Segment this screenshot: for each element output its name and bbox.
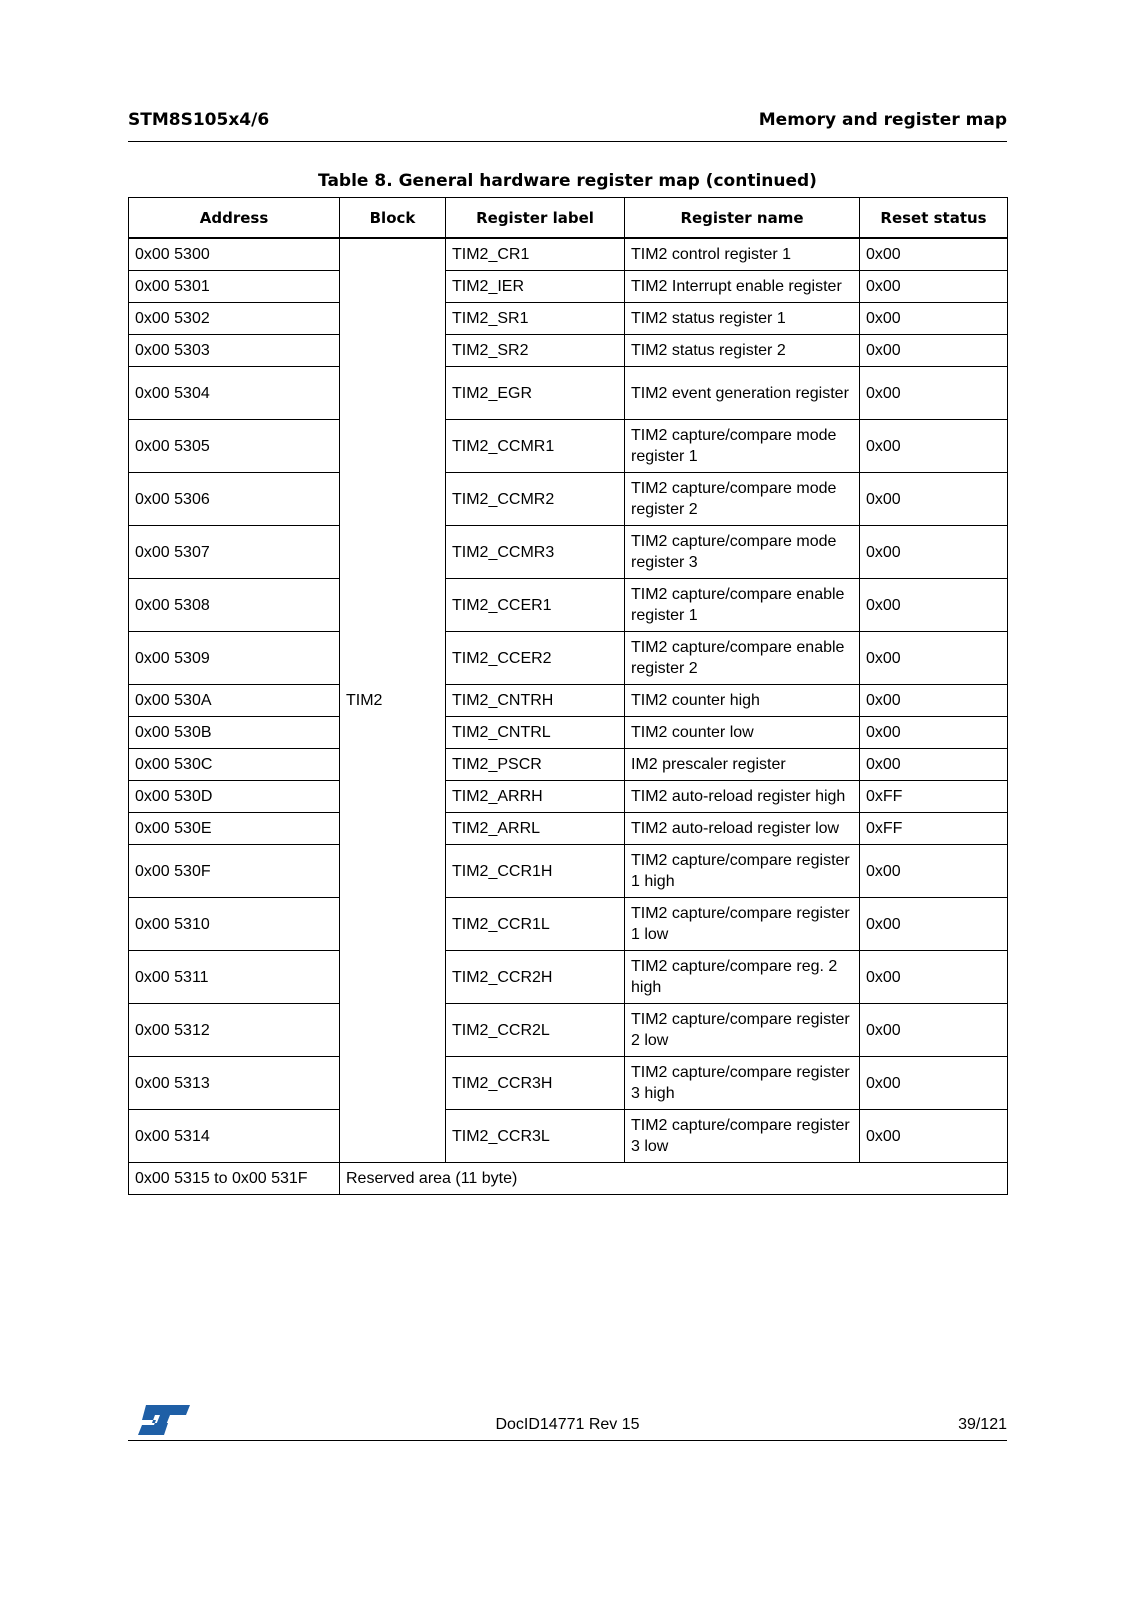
register-name-cell: TIM2 status register 1 <box>625 303 860 335</box>
address-cell: 0x00 530B <box>129 717 340 749</box>
table-header-row <box>129 198 1008 239</box>
reset-status-cell: 0x00 <box>860 271 1008 303</box>
register-label-cell: TIM2_SR1 <box>446 303 625 335</box>
address-cell: 0x00 530E <box>129 813 340 845</box>
reserved-address-cell: 0x00 5315 to 0x00 531F <box>129 1163 340 1195</box>
reserved-text-cell: Reserved area (11 byte) <box>340 1163 1008 1195</box>
column-header-reset-status: Reset status <box>860 198 1008 239</box>
reset-status-cell: 0x00 <box>860 951 1008 1004</box>
register-label-cell: TIM2_PSCR <box>446 749 625 781</box>
register-label-cell: TIM2_CCER2 <box>446 632 625 685</box>
table-row <box>129 781 1008 813</box>
table-row <box>129 1004 1008 1057</box>
register-name-cell: TIM2 capture/compare mode register 2 <box>625 473 860 526</box>
address-cell: 0x00 5300 <box>129 238 340 271</box>
block-cell: TIM2 <box>340 238 446 1163</box>
reset-status-cell: 0x00 <box>860 420 1008 473</box>
register-label-cell: TIM2_CCMR3 <box>446 526 625 579</box>
register-label-cell: TIM2_IER <box>446 271 625 303</box>
address-cell: 0x00 5311 <box>129 951 340 1004</box>
table-row <box>129 749 1008 781</box>
table-row <box>129 526 1008 579</box>
register-name-cell: IM2 prescaler register <box>625 749 860 781</box>
table-row <box>129 335 1008 367</box>
column-header-block: Block <box>340 198 446 239</box>
register-label-cell: TIM2_CCR3H <box>446 1057 625 1110</box>
reset-status-cell: 0x00 <box>860 303 1008 335</box>
register-label-cell: TIM2_CCR2H <box>446 951 625 1004</box>
register-name-cell: TIM2 capture/compare enable register 2 <box>625 632 860 685</box>
address-cell: 0x00 5308 <box>129 579 340 632</box>
table-row <box>129 717 1008 749</box>
reset-status-cell: 0xFF <box>860 781 1008 813</box>
address-cell: 0x00 5307 <box>129 526 340 579</box>
table-row <box>129 685 1008 717</box>
register-label-cell: TIM2_CR1 <box>446 238 625 271</box>
reset-status-cell: 0x00 <box>860 632 1008 685</box>
reset-status-cell: 0x00 <box>860 685 1008 717</box>
register-name-cell: TIM2 event generation register <box>625 367 860 420</box>
register-label-cell: TIM2_CCER1 <box>446 579 625 632</box>
address-cell: 0x00 530F <box>129 845 340 898</box>
register-name-cell: TIM2 capture/compare register 1 high <box>625 845 860 898</box>
reset-status-cell: 0xFF <box>860 813 1008 845</box>
table-row <box>129 367 1008 420</box>
reset-status-cell: 0x00 <box>860 1004 1008 1057</box>
register-label-cell: TIM2_CCMR2 <box>446 473 625 526</box>
column-header-register-label: Register label <box>446 198 625 239</box>
register-label-cell: TIM2_ARRH <box>446 781 625 813</box>
table-row <box>129 898 1008 951</box>
address-cell: 0x00 530A <box>129 685 340 717</box>
header-section-title: Memory and register map <box>758 110 1007 130</box>
address-cell: 0x00 5310 <box>129 898 340 951</box>
table-row <box>129 845 1008 898</box>
address-cell: 0x00 5313 <box>129 1057 340 1110</box>
register-name-cell: TIM2 status register 2 <box>625 335 860 367</box>
reset-status-cell: 0x00 <box>860 717 1008 749</box>
register-name-cell: TIM2 capture/compare register 1 low <box>625 898 860 951</box>
register-name-cell: TIM2 auto-reload register high <box>625 781 860 813</box>
table-caption: Table 8. General hardware register map (continued) <box>318 171 817 191</box>
register-map-table <box>128 197 1008 1195</box>
register-name-cell: TIM2 counter low <box>625 717 860 749</box>
reset-status-cell: 0x00 <box>860 1110 1008 1163</box>
table-row <box>129 813 1008 845</box>
reset-status-cell: 0x00 <box>860 898 1008 951</box>
reset-status-cell: 0x00 <box>860 749 1008 781</box>
address-cell: 0x00 5304 <box>129 367 340 420</box>
register-label-cell: TIM2_CCR3L <box>446 1110 625 1163</box>
address-cell: 0x00 5309 <box>129 632 340 685</box>
address-cell: 0x00 5305 <box>129 420 340 473</box>
table-row <box>129 1110 1008 1163</box>
address-cell: 0x00 530C <box>129 749 340 781</box>
table-row <box>129 238 1008 271</box>
register-name-cell: TIM2 control register 1 <box>625 238 860 271</box>
address-cell: 0x00 5303 <box>129 335 340 367</box>
table-row <box>129 420 1008 473</box>
reset-status-cell: 0x00 <box>860 1057 1008 1110</box>
footer-page-number: 39/121 <box>958 1416 1007 1433</box>
table-row <box>129 1057 1008 1110</box>
address-cell: 0x00 5302 <box>129 303 340 335</box>
column-header-register-name: Register name <box>625 198 860 239</box>
address-cell: 0x00 5301 <box>129 271 340 303</box>
register-name-cell: TIM2 Interrupt enable register <box>625 271 860 303</box>
reset-status-cell: 0x00 <box>860 579 1008 632</box>
footer-rule <box>128 1440 1007 1441</box>
reset-status-cell: 0x00 <box>860 845 1008 898</box>
table-body <box>129 238 1008 1195</box>
register-label-cell: TIM2_ARRL <box>446 813 625 845</box>
register-name-cell: TIM2 capture/compare mode register 3 <box>625 526 860 579</box>
address-cell: 0x00 530D <box>129 781 340 813</box>
address-cell: 0x00 5312 <box>129 1004 340 1057</box>
reset-status-cell: 0x00 <box>860 335 1008 367</box>
header-rule <box>128 141 1007 142</box>
register-name-cell: TIM2 capture/compare enable register 1 <box>625 579 860 632</box>
header-doc-title: STM8S105x4/6 <box>128 110 270 130</box>
column-header-address: Address <box>129 198 340 239</box>
table-row <box>129 951 1008 1004</box>
register-name-cell: TIM2 capture/compare register 3 high <box>625 1057 860 1110</box>
address-cell: 0x00 5314 <box>129 1110 340 1163</box>
register-label-cell: TIM2_CNTRH <box>446 685 625 717</box>
register-label-cell: TIM2_CCMR1 <box>446 420 625 473</box>
reserved-row <box>129 1163 1008 1195</box>
register-name-cell: TIM2 capture/compare register 3 low <box>625 1110 860 1163</box>
reset-status-cell: 0x00 <box>860 367 1008 420</box>
register-label-cell: TIM2_EGR <box>446 367 625 420</box>
register-name-cell: TIM2 auto-reload register low <box>625 813 860 845</box>
table-row <box>129 473 1008 526</box>
register-name-cell: TIM2 capture/compare reg. 2 high <box>625 951 860 1004</box>
table-row <box>129 271 1008 303</box>
register-label-cell: TIM2_CCR1H <box>446 845 625 898</box>
address-cell: 0x00 5306 <box>129 473 340 526</box>
register-name-cell: TIM2 capture/compare mode register 1 <box>625 420 860 473</box>
register-label-cell: TIM2_CCR2L <box>446 1004 625 1057</box>
register-name-cell: TIM2 counter high <box>625 685 860 717</box>
register-name-cell: TIM2 capture/compare register 2 low <box>625 1004 860 1057</box>
reset-status-cell: 0x00 <box>860 473 1008 526</box>
table-row <box>129 303 1008 335</box>
footer-doc-id: DocID14771 Rev 15 <box>495 1416 640 1433</box>
register-label-cell: TIM2_SR2 <box>446 335 625 367</box>
reset-status-cell: 0x00 <box>860 526 1008 579</box>
reset-status-cell: 0x00 <box>860 238 1008 271</box>
table-row <box>129 632 1008 685</box>
register-label-cell: TIM2_CNTRL <box>446 717 625 749</box>
table-row <box>129 579 1008 632</box>
register-label-cell: TIM2_CCR1L <box>446 898 625 951</box>
